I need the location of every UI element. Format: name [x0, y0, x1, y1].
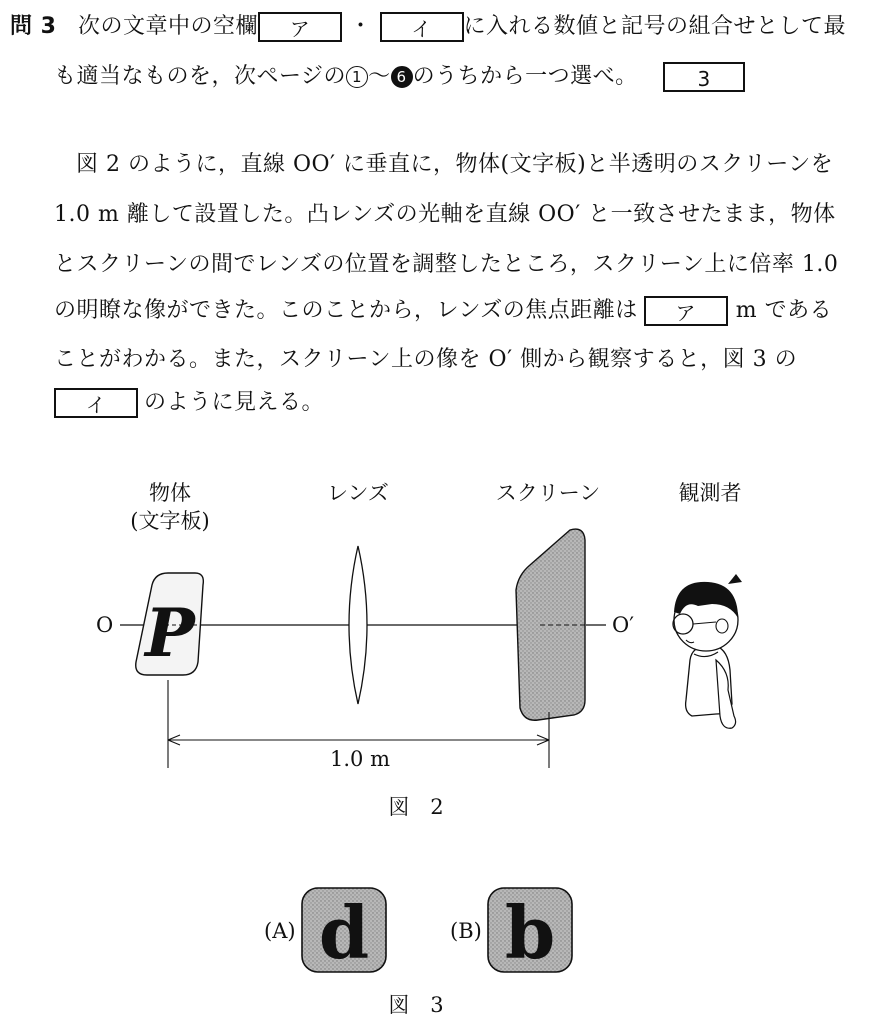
range-separator: 〜: [368, 64, 391, 89]
label-o: O: [96, 613, 114, 637]
label-observer: 観測者: [678, 481, 742, 505]
label-o-prime: O′: [612, 613, 634, 637]
passage-text-6: のように見える。: [144, 390, 325, 415]
option-a-letter: d: [318, 890, 370, 975]
separator-dot: ・: [349, 14, 372, 39]
plate-letter-p: P: [145, 594, 195, 672]
figure3-caption: 図 3: [388, 993, 444, 1017]
passage-line-3: とスクリーンの間でレンズの位置を調整したところ，スクリーン上に倍率 1.0: [54, 252, 839, 277]
label-lens: レンズ: [327, 481, 389, 505]
passage-line-5: ことがわかる。また，スクリーン上の像を O′ 側から観察すると，図 3 の: [54, 347, 798, 372]
label-screen: スクリーン: [495, 481, 601, 505]
label-object-sub: (文字板): [130, 509, 210, 533]
convex-lens: [349, 546, 367, 704]
question-text-1: 次の文章中の空欄: [77, 14, 258, 39]
question-text-4: のうちから一つ選べ。: [412, 64, 638, 89]
passage-line-1: 図 2 のように，直線 OO′ に垂直に，物体(文字板)と半透明のスクリーンを: [76, 152, 834, 177]
blank-i-box-2: イ: [54, 388, 138, 418]
choice-6-marker: 6: [391, 66, 413, 88]
observer-figure: [673, 574, 742, 728]
option-a-label: (A): [264, 919, 296, 943]
blank-a-box: ア: [258, 12, 342, 42]
passage-text-4b: m である: [735, 298, 833, 323]
question-text-3: も適当なものを，次ページの: [54, 64, 347, 89]
option-b-label: (B): [450, 919, 482, 943]
label-object: 物体: [149, 481, 191, 505]
question-text-2: に入れる数値と記号の組合せとして最: [463, 14, 847, 39]
blank-i-box: イ: [380, 12, 464, 42]
figure2-caption: 図 2: [388, 795, 444, 819]
option-b-letter: b: [504, 890, 556, 975]
choice-1-marker: 1: [346, 66, 368, 88]
distance-label: 1.0 m: [330, 747, 390, 771]
answer-number-box: 3: [663, 62, 745, 92]
passage-text-4: の明瞭な像ができた。このことから，レンズの焦点距離は: [54, 298, 638, 323]
question-number: 問 3: [10, 14, 57, 39]
passage-line-2: 1.0 m 離して設置した。凸レンズの光軸を直線 OO′ と一致させたまま，物体: [54, 202, 836, 227]
blank-a-box-2: ア: [644, 296, 728, 326]
